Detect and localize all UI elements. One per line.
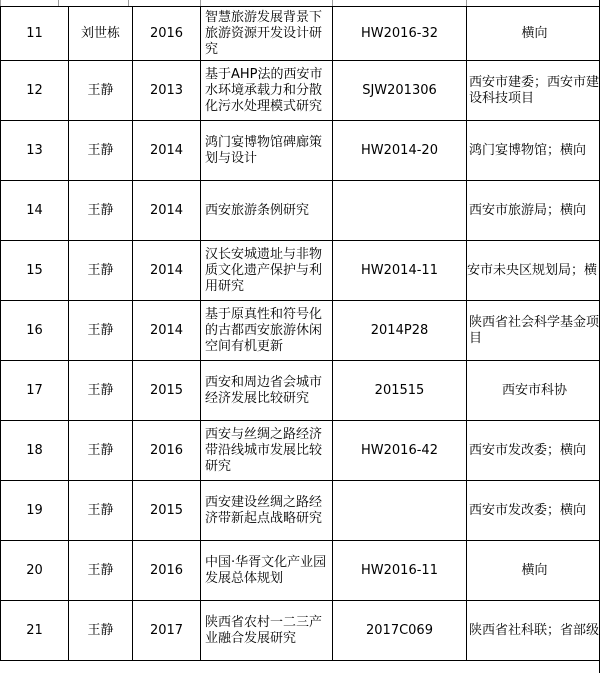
cell-source[interactable]: 陕西省社科联；省部级 [467, 601, 600, 661]
cell-index[interactable]: 17 [1, 361, 69, 421]
cell-project-code[interactable]: HW2016-32 [333, 7, 467, 61]
table-row [1, 61, 600, 121]
cell-project-title[interactable]: 西安与丝绸之路经济带沿线城市发展比较研究 [201, 421, 333, 481]
cell-project-title[interactable]: 基于原真性和符号化的古都西安旅游休闲空间有机更新 [201, 301, 333, 361]
cell-project-title[interactable]: 西安旅游条例研究 [201, 181, 333, 241]
cell-project-title[interactable]: 基于AHP法的西安市水环境承载力和分散化污水处理模式研究 [201, 61, 333, 121]
cell-index[interactable]: 13 [1, 121, 69, 181]
cell-leader[interactable]: 王静 [69, 361, 133, 421]
cell-source[interactable]: 鸿门宴博物馆；横向 [467, 121, 600, 181]
cell-source[interactable]: 横向 [467, 541, 600, 601]
cell-leader[interactable]: 王静 [69, 241, 133, 301]
cell-project-code[interactable] [333, 481, 467, 541]
cell-year[interactable]: 2014 [133, 301, 201, 361]
project-table [0, 6, 600, 661]
table-row [1, 301, 600, 361]
cell-source[interactable]: 安市未央区规划局；横 [467, 241, 600, 301]
cell-year[interactable]: 2015 [133, 481, 201, 541]
cell-leader[interactable]: 王静 [69, 301, 133, 361]
table-row [1, 181, 600, 241]
cell-project-title[interactable]: 陕西省农村一二三产业融合发展研究 [201, 601, 333, 661]
cell-index[interactable]: 20 [1, 541, 69, 601]
cell-project-title[interactable]: 西安建设丝绸之路经济带新起点战略研究 [201, 481, 333, 541]
cell-leader[interactable]: 王静 [69, 61, 133, 121]
cell-leader[interactable]: 刘世栋 [69, 7, 133, 61]
cell-leader[interactable]: 王静 [69, 481, 133, 541]
cell-project-code[interactable]: 2014P28 [333, 301, 467, 361]
cell-year[interactable]: 2016 [133, 7, 201, 61]
cell-index[interactable]: 11 [1, 7, 69, 61]
cell-leader[interactable]: 王静 [69, 541, 133, 601]
cell-project-title[interactable]: 智慧旅游发展背景下旅游资源开发设计研究 [201, 7, 333, 61]
cell-index[interactable]: 12 [1, 61, 69, 121]
cell-year[interactable]: 2014 [133, 241, 201, 301]
cell-index[interactable]: 21 [1, 601, 69, 661]
cell-leader[interactable]: 王静 [69, 181, 133, 241]
table-row [1, 7, 600, 61]
cell-project-code[interactable]: SJW201306 [333, 61, 467, 121]
cell-year[interactable]: 2015 [133, 361, 201, 421]
cell-project-title[interactable]: 中国·华胥文化产业园发展总体规划 [201, 541, 333, 601]
cell-index[interactable]: 15 [1, 241, 69, 301]
table-row [1, 121, 600, 181]
cell-index[interactable]: 18 [1, 421, 69, 481]
cell-year[interactable]: 2014 [133, 121, 201, 181]
cell-source[interactable]: 横向 [467, 7, 600, 61]
cell-source[interactable]: 西安市发改委；横向 [467, 421, 600, 481]
cell-project-title[interactable]: 鸿门宴博物馆碑廊策划与设计 [201, 121, 333, 181]
cell-leader[interactable]: 王静 [69, 421, 133, 481]
cell-project-code[interactable]: HW2014-20 [333, 121, 467, 181]
table-row [1, 541, 600, 601]
table-row [1, 481, 600, 541]
cell-project-code[interactable]: 201515 [333, 361, 467, 421]
cell-source[interactable]: 西安市建委；西安市建设科技项目 [467, 61, 600, 121]
cell-source[interactable]: 西安市科协 [467, 361, 600, 421]
cell-project-code[interactable]: 2017C069 [333, 601, 467, 661]
cell-project-code[interactable] [333, 181, 467, 241]
cell-source[interactable]: 西安市旅游局；横向 [467, 181, 600, 241]
cell-source[interactable]: 西安市发改委；横向 [467, 481, 600, 541]
cell-year[interactable]: 2017 [133, 601, 201, 661]
cell-index[interactable]: 19 [1, 481, 69, 541]
cell-project-title[interactable]: 西安和周边省会城市经济发展比较研究 [201, 361, 333, 421]
table-row [1, 361, 600, 421]
cell-leader[interactable]: 王静 [69, 121, 133, 181]
cell-index[interactable]: 14 [1, 181, 69, 241]
table-row [1, 421, 600, 481]
cell-year[interactable]: 2013 [133, 61, 201, 121]
cell-index[interactable]: 16 [1, 301, 69, 361]
cell-project-code[interactable]: HW2016-42 [333, 421, 467, 481]
cell-project-code[interactable]: HW2016-11 [333, 541, 467, 601]
table-row [1, 601, 600, 661]
cell-year[interactable]: 2014 [133, 181, 201, 241]
cell-leader[interactable]: 王静 [69, 601, 133, 661]
cell-year[interactable]: 2016 [133, 421, 201, 481]
cell-year[interactable]: 2016 [133, 541, 201, 601]
table-row [1, 241, 600, 301]
cell-source[interactable]: 陕西省社会科学基金项目 [467, 301, 600, 361]
cell-project-code[interactable]: HW2014-11 [333, 241, 467, 301]
cell-project-title[interactable]: 汉长安城遗址与非物质文化遗产保护与利用研究 [201, 241, 333, 301]
